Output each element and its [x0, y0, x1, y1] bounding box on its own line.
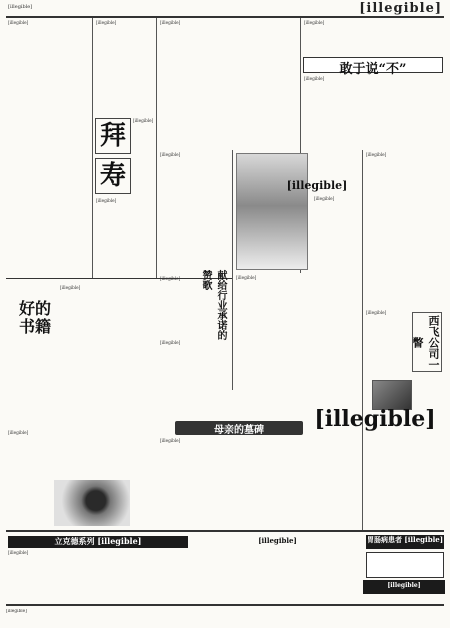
mountain-painting-image — [236, 153, 308, 270]
article-body: [illegible] — [366, 152, 387, 157]
article-body: [illegible] — [8, 20, 29, 25]
ad-miao: [illegible] — [363, 580, 445, 594]
column-rule — [92, 18, 93, 278]
article-body: [illegible] — [304, 20, 325, 25]
article-body: [illegible] — [160, 152, 181, 157]
article-body: [illegible] — [8, 430, 29, 435]
headline-section: [illegible] — [286, 179, 348, 192]
ad-box — [366, 552, 444, 578]
calligraphy-haode-shuji: 好的书籍 — [18, 299, 51, 336]
article-body: [illegible] — [236, 275, 257, 280]
article-body: [illegible] — [96, 20, 117, 25]
calligraphy-shou: 寿 — [95, 158, 131, 194]
article-body: [illegible] — [60, 285, 81, 290]
headline-gan-yu-shuo-bu: 敢于说“不” — [303, 57, 443, 73]
ad-body: [illegible] — [8, 550, 29, 555]
article-body: [illegible] — [304, 76, 325, 81]
flower-painting-image — [54, 480, 130, 526]
article-body: [illegible] — [160, 438, 181, 443]
ad-headline-stomach: 胃肠病患者 [illegible] — [366, 535, 444, 549]
masthead: [illegible] — [359, 1, 442, 16]
masthead-rule — [6, 16, 444, 18]
dateline: [illegible] — [8, 4, 33, 10]
article-body: [illegible] — [160, 340, 181, 345]
calligraphy-vertical-headline: 献给行业承诺的赞歌 — [200, 270, 226, 340]
footer-imprint: [illegible] — [6, 609, 27, 614]
article-body: [illegible] — [160, 276, 181, 281]
article-body: [illegible] — [314, 196, 335, 201]
column-rule — [156, 18, 157, 278]
calligraphy-xifeng: 西飞公司一瞥 — [412, 312, 442, 372]
section-rule — [6, 604, 444, 606]
calligraphy-bai: 拜 — [95, 118, 131, 154]
article-body: [illegible] — [133, 118, 154, 123]
ad-headline: [illegible] — [258, 536, 297, 545]
ad-headline-liketing: 立克德系列 [illegible] — [8, 536, 188, 548]
headline-mother-gravestone: 母亲的墓碑 — [175, 421, 303, 435]
calligraphy-artwork: [illegible] — [314, 406, 436, 432]
article-body: [illegible] — [96, 198, 117, 203]
section-rule — [6, 530, 444, 532]
article-body: [illegible] — [366, 310, 387, 315]
article-body: [illegible] — [160, 20, 181, 25]
